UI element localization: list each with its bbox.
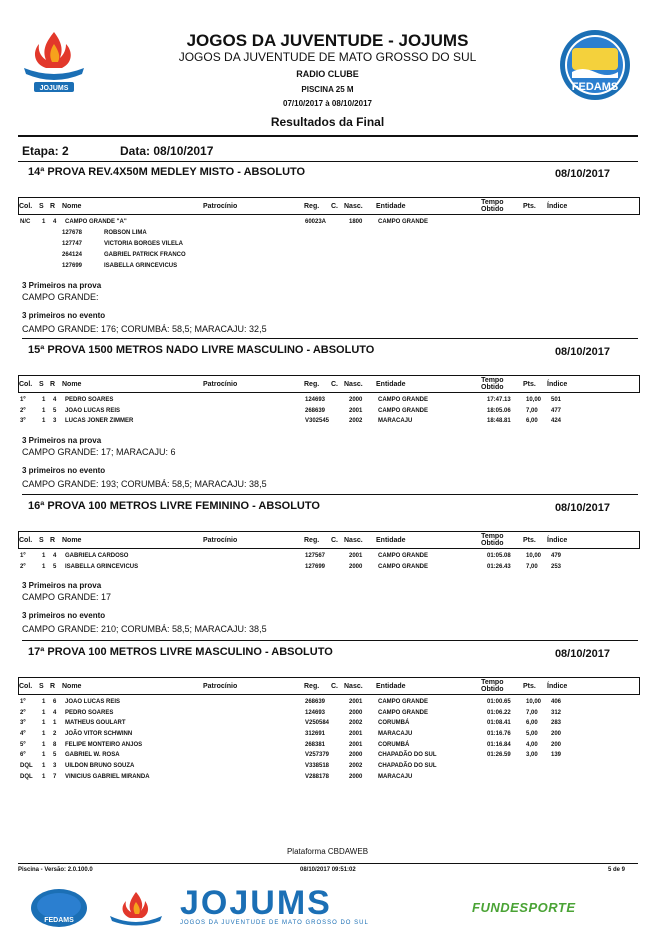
registration: 124693 [305,397,326,403]
birth-year: 2001 [349,731,363,738]
lane: 8 [53,741,57,748]
col-header-entidade: Entidade [376,203,406,210]
points: 7,00 [526,709,538,716]
athlete-name: GABRIELA CARDOSO [65,553,129,559]
col-header-tempo: Tempo Obtido [481,533,504,547]
birth-year: 2000 [349,773,363,780]
col-header-indice: Índice [547,537,568,544]
col-header-indice: Índice [547,381,568,388]
page-number: 5 de 9 [608,867,626,873]
index: 283 [551,720,562,727]
series: 1 [42,563,46,570]
lane: 4 [53,219,57,225]
entity: MARACAJU [378,731,413,738]
points: 6,00 [526,720,538,727]
top3-race-text: CAMPO GRANDE: [22,291,99,302]
series: 1 [42,773,46,780]
lane: 2 [53,731,57,738]
col-header-col: Col. [19,203,33,210]
swimmer-name: VICTORIA BORGES VILELA [104,240,184,247]
index: 406 [551,699,562,705]
registration: V338518 [305,763,330,770]
event-title: 16ª PROVA 100 METROS LIVRE FEMININO - ABSOLUTO [28,500,320,512]
series: 1 [42,553,46,559]
athlete-name: CAMPO GRANDE "A" [65,219,127,225]
series: 1 [42,741,46,748]
lane: 4 [53,553,57,559]
registration: 268639 [305,699,326,705]
entity: CORUMBÁ [378,741,410,748]
series: 1 [42,720,46,727]
registration: V288178 [305,773,330,780]
swimmer-registration: 127747 [62,240,83,247]
registration: V257379 [305,752,330,759]
athlete-name: FELIPE MONTEIRO ANJOS [65,741,143,748]
lane: 1 [53,720,57,727]
col-header-col: Col. [19,537,33,544]
top3-race-label: 3 Primeiros na prova [22,280,102,290]
col-header-reg: Reg. [304,203,320,210]
fundesporte-logo: FUNDESPORTE [472,900,576,915]
col-header-pts: Pts. [523,381,536,388]
athlete-name: LUCAS JONER ZIMMER [65,418,134,425]
entity: CHAPADÃO DO SUL [378,763,437,770]
lane: 3 [53,418,57,425]
top3-event-text: CAMPO GRANDE: 210; CORUMBÁ: 58,5; MARACAJU: 38,5 [22,624,267,635]
col-header-patrocinio: Patrocínio [203,683,238,690]
placement: 2º [20,709,26,716]
event-divider [22,640,638,641]
footer-divider [18,863,638,864]
col-header-indice: Índice [547,683,568,690]
registration: V250584 [305,720,330,727]
entity: MARACAJU [378,773,413,780]
entity: CAMPO GRANDE [378,699,429,705]
time: 18:48.81 [487,418,511,425]
event-divider [22,494,638,495]
col-header-tempo: Tempo Obtido [481,377,504,391]
lane: 5 [53,752,57,759]
athlete-name: JOÃO VITOR SCHWINN [65,731,133,738]
top3-race-label: 3 Primeiros na prova [22,581,102,591]
col-header-patrocinio: Patrocínio [203,537,238,544]
placement: N/C [20,219,31,225]
points: 5,00 [526,731,538,738]
document-subtitle: JOGOS DA JUVENTUDE DE MATO GROSSO DO SUL [178,50,477,64]
birth-year: 2002 [349,763,363,770]
event-title: 15ª PROVA 1500 METROS NADO LIVRE MASCULINO - ABSOLUTO [28,344,375,356]
col-header-nome: Nome [62,381,82,388]
table-row [22,218,638,229]
series: 1 [42,731,46,738]
event-date: 08/10/2017 [554,502,610,514]
athlete-name: JOAO LUCAS REIS [65,407,121,414]
entity: CAMPO GRANDE [378,219,429,225]
results-rows [22,552,638,573]
points: 7,00 [526,563,538,570]
index: 424 [551,418,562,425]
placement: 1º [20,553,26,559]
column-header [18,375,640,393]
points: 6,00 [526,418,538,425]
results-heading: Resultados da Final [270,115,385,129]
time: 01:26.43 [487,563,511,570]
points: 10,00 [526,553,542,559]
col-header-entidade: Entidade [376,683,406,690]
col-header-r: R [50,381,56,388]
index: 312 [551,709,562,716]
col-header-nasc: Nasc. [344,537,363,544]
table-row [22,396,638,407]
placement: 3º [20,720,26,727]
registration: 312691 [305,731,326,738]
placement: 1º [20,699,26,705]
time: 01:00.65 [487,699,511,705]
swimmer-registration: 127678 [62,229,83,236]
time: 01:26.59 [487,752,511,759]
col-header-nasc: Nasc. [344,683,363,690]
lane: 5 [53,563,57,570]
athlete-name: GABRIEL W. ROSA [65,752,120,759]
points: 10,00 [526,699,542,705]
brand-wordmark: JOJUMS [180,884,332,922]
entity: CORUMBÁ [378,720,410,727]
col-header-entidade: Entidade [376,537,406,544]
placement: 2º [20,407,26,414]
lane: 4 [53,397,57,403]
registration: 60023A [305,219,327,225]
swimmer-registration: 264124 [62,251,83,258]
birth-year: 2002 [349,418,363,425]
event-divider [22,338,638,339]
index: 501 [551,397,562,403]
col-header-indice: Índice [547,203,568,210]
athlete-name: JOAO LUCAS REIS [65,699,121,705]
event-title: 14ª PROVA REV.4X50M MEDLEY MISTO - ABSOLUTO [28,166,306,178]
event-title: 17ª PROVA 100 METROS LIVRE MASCULINO - ABSOLUTO [28,646,333,658]
col-header-patrocinio: Patrocínio [203,203,238,210]
birth-year: 2001 [349,741,363,748]
col-header-s: S [39,683,44,690]
col-header-c: C. [331,537,338,544]
entity: CHAPADÃO DO SUL [378,752,437,759]
results-rows [22,218,638,273]
series: 1 [42,397,46,403]
svg-text:FEDAMS: FEDAMS [571,81,619,93]
col-header-c: C. [331,381,338,388]
top3-event-label: 3 primeiros no evento [22,611,106,621]
column-header [18,531,640,549]
relay-swimmer [22,229,638,240]
top3-race-text: CAMPO GRANDE: 17 [22,592,112,603]
placement: DQL [20,773,33,780]
birth-year: 2000 [349,563,363,570]
placement: 6º [20,752,26,759]
svg-text:FEDAMS: FEDAMS [44,917,74,924]
stage-date: Data: 08/10/2017 [120,144,214,158]
col-header-s: S [39,381,44,388]
athlete-name: MATHEUS GOULART [65,720,126,727]
series: 1 [42,763,46,770]
table-row [22,698,638,709]
birth-year: 2001 [349,553,363,559]
registration: V302545 [305,418,330,425]
col-header-nasc: Nasc. [344,381,363,388]
platform-label: Plataforma CBDAWEB [286,847,369,856]
col-header-pts: Pts. [523,537,536,544]
time: 01:16.84 [487,741,511,748]
col-header-tempo: Tempo Obtido [481,199,504,213]
swimmer-name: ISABELLA GRINCEVICUS [104,262,178,269]
event-date: 08/10/2017 [554,648,610,660]
series: 1 [42,418,46,425]
birth-year: 2000 [349,709,363,716]
stage-divider [18,161,638,162]
swimmer-registration: 127699 [62,262,83,269]
points: 10,00 [526,397,542,403]
top3-event-text: CAMPO GRANDE: 193; CORUMBÁ: 58,5; MARACAJU: 38,5 [22,479,267,490]
col-header-nome: Nome [62,203,82,210]
entity: CAMPO GRANDE [378,407,429,414]
results-rows [22,396,638,428]
document-title: JOGOS DA JUVENTUDE - JOJUMS [186,31,469,50]
fedams-footer-logo [30,888,88,933]
col-header-reg: Reg. [304,537,320,544]
col-header-reg: Reg. [304,381,320,388]
stage-label: Etapa: 2 [22,144,69,158]
placement: 4º [20,731,26,738]
lane: 3 [53,763,57,770]
birth-year: 2000 [349,397,363,403]
table-row [22,741,638,752]
top3-race-text: CAMPO GRANDE: 17; MARACAJU: 6 [22,447,176,458]
index: 479 [551,553,562,559]
table-row [22,762,638,773]
col-header-s: S [39,203,44,210]
lane: 4 [53,709,57,716]
time: 01:05.08 [487,553,511,559]
points: 7,00 [526,407,538,414]
registration: 124693 [305,709,326,716]
event-date: 08/10/2017 [554,168,610,180]
registration: 127699 [305,563,326,570]
col-header-nasc: Nasc. [344,203,363,210]
birth-year: 2000 [349,752,363,759]
series: 1 [42,407,46,414]
athlete-name: VINICIUS GABRIEL MIRANDA [65,773,150,780]
table-row [22,407,638,418]
entity: MARACAJU [378,418,413,425]
birth-year: 1800 [349,219,363,225]
athlete-name: PEDRO SOARES [65,397,114,403]
points: 4,00 [526,741,538,748]
index: 139 [551,752,562,759]
col-header-r: R [50,203,56,210]
athlete-name: PEDRO SOARES [65,709,114,716]
col-header-s: S [39,537,44,544]
col-header-col: Col. [19,683,33,690]
print-timestamp: 08/10/2017 09:51:02 [300,867,356,873]
entity: CAMPO GRANDE [378,397,429,403]
event-date: 08/10/2017 [554,346,610,358]
col-header-reg: Reg. [304,683,320,690]
birth-year: 2001 [349,699,363,705]
table-row [22,730,638,741]
series: 1 [42,219,46,225]
competition-dates: 07/10/2017 à 08/10/2017 [283,99,372,108]
table-row [22,417,638,428]
athlete-name: ISABELLA GRINCEVICUS [65,563,139,570]
pool-size: PISCINA 25 M [301,85,354,94]
top3-event-label: 3 primeiros no evento [22,310,106,320]
index: 200 [551,731,562,738]
column-header [18,677,640,695]
placement: 5º [20,741,26,748]
birth-year: 2002 [349,720,363,727]
top3-race-label: 3 Primeiros na prova [22,436,102,446]
col-header-pts: Pts. [523,203,536,210]
lane: 7 [53,773,57,780]
column-header [18,197,640,215]
registration: 268381 [305,741,326,748]
col-header-entidade: Entidade [376,381,406,388]
index: 477 [551,407,562,414]
col-header-r: R [50,537,56,544]
placement: 1º [20,397,26,403]
top3-event-text: CAMPO GRANDE: 176; CORUMBÁ: 58,5; MARACAJU: 32,5 [22,323,267,334]
table-row [22,773,638,784]
lane: 6 [53,699,57,705]
table-row [22,719,638,730]
col-header-r: R [50,683,56,690]
series: 1 [42,699,46,705]
registration: 268639 [305,407,326,414]
swimmer-name: ROBSON LIMA [104,229,147,236]
brand-subtitle: JOGOS DA JUVENTUDE DE MATO GROSSO DO SUL [180,920,369,926]
col-header-patrocinio: Patrocínio [203,381,238,388]
entity: CAMPO GRANDE [378,709,429,716]
time: 17:47.13 [487,397,511,403]
header-divider [18,135,638,137]
table-row [22,552,638,563]
col-header-pts: Pts. [523,683,536,690]
birth-year: 2001 [349,407,363,414]
time: 01:08.41 [487,720,511,727]
registration: 127567 [305,553,326,559]
time: 01:16.76 [487,731,511,738]
points: 3,00 [526,752,538,759]
col-header-c: C. [331,203,338,210]
table-row [22,563,638,574]
relay-swimmer [22,262,638,273]
results-rows [22,698,638,784]
entity: CAMPO GRANDE [378,563,429,570]
index: 200 [551,741,562,748]
flame-footer-icon [106,890,166,931]
placement: 3º [20,418,26,425]
index: 253 [551,563,562,570]
col-header-nome: Nome [62,683,82,690]
series: 1 [42,752,46,759]
table-row [22,709,638,720]
swimmer-name: GABRIEL PATRICK FRANCO [104,251,186,258]
lane: 5 [53,407,57,414]
top3-event-label: 3 primeiros no evento [22,466,106,476]
relay-swimmer [22,240,638,251]
software-version: Piscina - Versão: 2.0.100.0 [18,867,93,873]
placement: DQL [20,763,33,770]
relay-swimmer [22,251,638,262]
entity: CAMPO GRANDE [378,553,429,559]
col-header-col: Col. [19,381,33,388]
time: 18:05.06 [487,407,511,414]
athlete-name: UILDON BRUNO SOUZA [65,763,135,770]
series: 1 [42,709,46,716]
table-row [22,751,638,762]
col-header-nome: Nome [62,537,82,544]
host-club: RADIO CLUBE [296,69,359,79]
col-header-c: C. [331,683,338,690]
svg-text:JOJUMS: JOJUMS [39,85,69,92]
time: 01:06.22 [487,709,511,716]
placement: 2º [20,563,26,570]
col-header-tempo: Tempo Obtido [481,679,504,693]
